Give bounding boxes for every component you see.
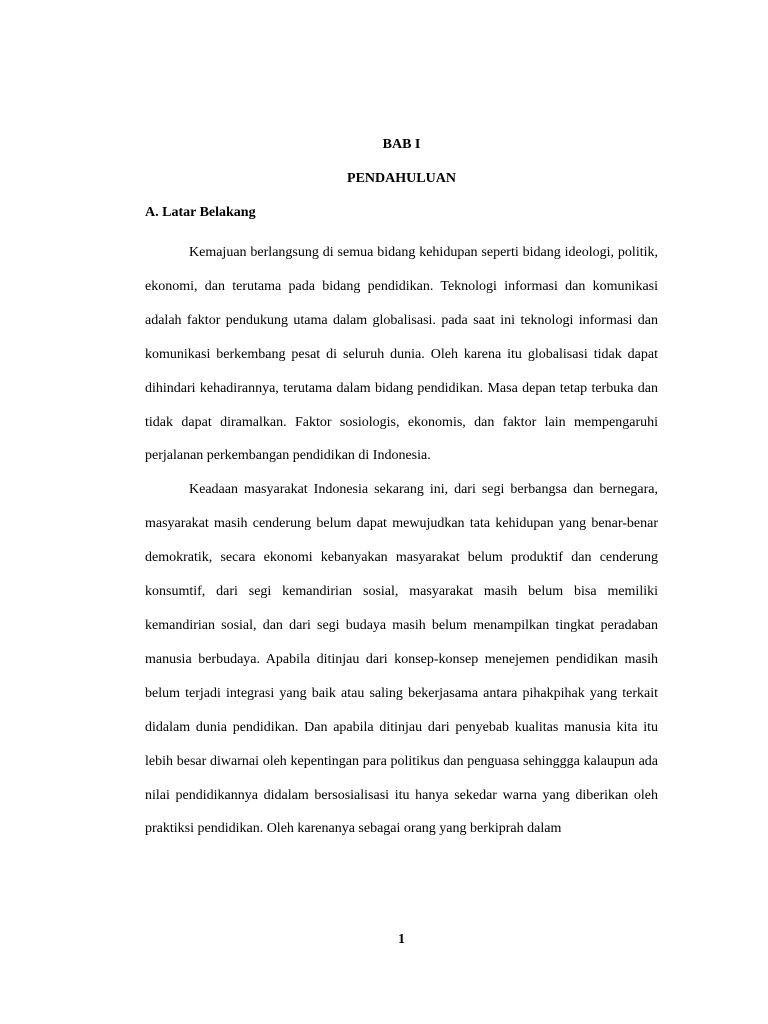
page-number: 1 [398,932,405,947]
chapter-title: PENDAHULUAN [347,171,456,186]
section-heading: A. Latar Belakang [145,205,256,220]
chapter-number: BAB I [382,137,421,152]
paragraph-1: Kemajuan berlangsung di semua bidang kehidupan seperti bidang ideologi, politik, ekonomi, dan terutama pada bidang pendidikan. Teknologi informasi dan komunikasi adalah faktor pendukung utama dalam globalisasi. pada saat ini teknologi informasi dan komunikasi berkembang pesat di seluruh dunia. Oleh karena itu globalisasi tidak dapat dihindari kehadirannya, terutama dalam bidang pendidikan. Masa depan tetap terbuka dan tidak dapat diramalkan. Faktor sosiologis, ekonomis, dan faktor lain mempengaruhi perjalanan perkembangan pendidikan di Indonesia. [145,245,658,464]
paragraph-2: Keadaan masyarakat Indonesia sekarang ini, dari segi berbangsa dan bernegara, masyarakat masih cenderung belum dapat mewujudkan tata kehidupan yang benar-benar demokratik, secara ekonomi kebanyakan masyarakat belum produktif dan cenderung konsumtif, dari segi kemandirian sosial, masyarakat masih belum bisa memiliki kemandirian sosial, dan dari segi budaya masih belum menampilkan tingkat peradaban manusia berbudaya. Apabila ditinjau dari konsep-konsep menejemen pendidikan masih belum terjadi integrasi yang baik atau saling bekerjasama antara pihakpihak yang terkait didalam dunia pendidikan. Dan apabila ditinjau dari penyebab kualitas manusia kita itu lebih besar diwarnai oleh kepentingan para politikus dan penguasa sehinggga kalaupun ada nilai pendidikannya didalam bersosialisasi itu hanya sekedar warna yang diberikan oleh praktiksi pendidikan. Oleh karenanya sebagai orang yang berkiprah dalam [145,482,658,837]
body-text [145,236,658,846]
